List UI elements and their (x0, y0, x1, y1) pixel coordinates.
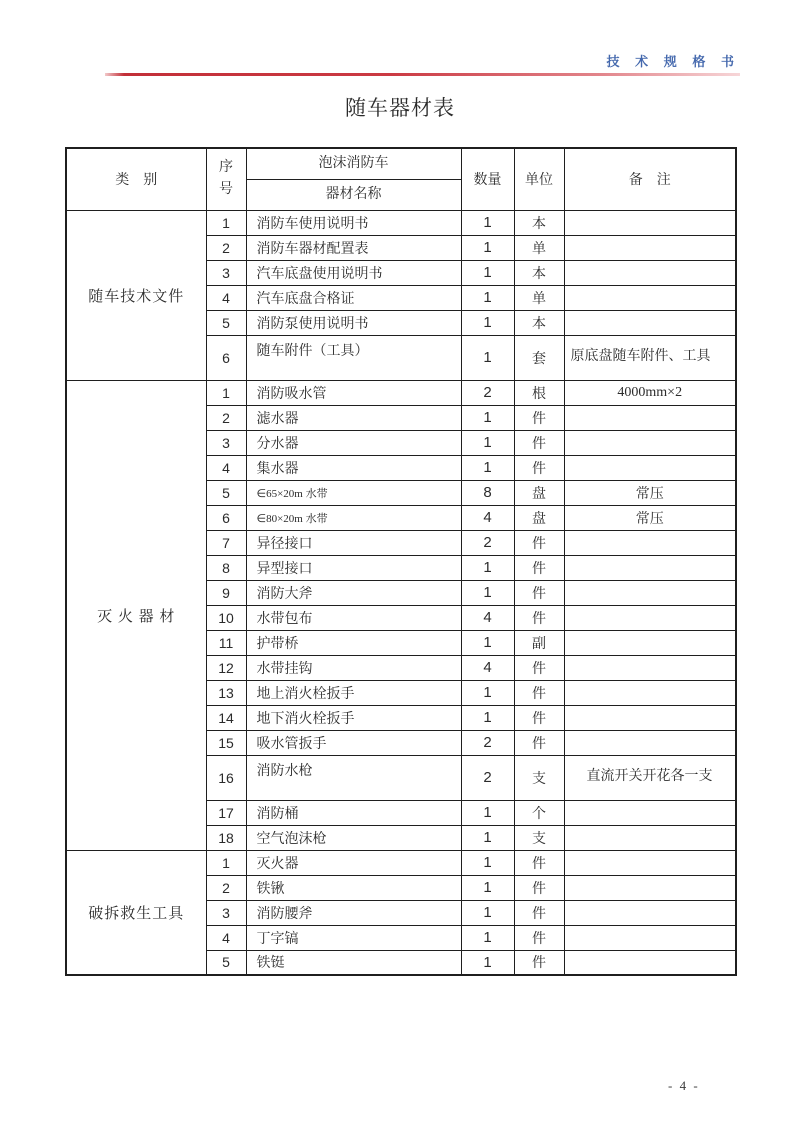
quantity-cell: 2 (461, 730, 514, 755)
unit-cell: 副 (514, 630, 564, 655)
quantity-cell: 1 (461, 925, 514, 950)
unit-cell: 件 (514, 455, 564, 480)
quantity-cell: 1 (461, 950, 514, 975)
quantity-cell: 1 (461, 455, 514, 480)
col-header-vehicle-type: 泡沫消防车 (247, 149, 461, 180)
remark-cell: 常压 (564, 505, 736, 530)
unit-cell: 本 (514, 310, 564, 335)
quantity-cell: 1 (461, 210, 514, 235)
col-header-category: 类 别 (66, 148, 206, 210)
serial-cell: 3 (206, 260, 246, 285)
quantity-cell: 1 (461, 260, 514, 285)
equipment-name-cell: 消防车器材配置表 (246, 235, 461, 260)
remark-cell (564, 260, 736, 285)
serial-cell: 10 (206, 605, 246, 630)
remark-cell (564, 730, 736, 755)
remark-cell (564, 655, 736, 680)
quantity-cell: 1 (461, 310, 514, 335)
quantity-cell: 1 (461, 900, 514, 925)
quantity-cell: 1 (461, 430, 514, 455)
quantity-cell: 4 (461, 605, 514, 630)
serial-cell: 2 (206, 405, 246, 430)
page-title: 随车器材表 (345, 96, 455, 120)
serial-cell: 16 (206, 755, 246, 800)
remark-cell (564, 430, 736, 455)
unit-cell: 根 (514, 380, 564, 405)
serial-cell: 3 (206, 430, 246, 455)
remark-cell: 直流开关开花各一支 (564, 755, 736, 800)
equipment-name-cell: 吸水管扳手 (246, 730, 461, 755)
col-header-serial (206, 148, 246, 210)
unit-cell: 支 (514, 825, 564, 850)
category-cell: 破拆救生工具 (66, 850, 206, 975)
remark-cell: 常压 (564, 480, 736, 505)
header-rule-line (105, 73, 740, 76)
remark-cell (564, 925, 736, 950)
unit-cell: 盘 (514, 480, 564, 505)
equipment-name-cell: 消防车使用说明书 (246, 210, 461, 235)
equipment-name-cell: 分水器 (246, 430, 461, 455)
unit-cell: 个 (514, 800, 564, 825)
quantity-cell: 2 (461, 530, 514, 555)
col-header-quantity: 数量 (461, 148, 514, 210)
quantity-cell: 1 (461, 630, 514, 655)
serial-cell: 11 (206, 630, 246, 655)
equipment-name-cell: 空气泡沫枪 (246, 825, 461, 850)
table-row (66, 210, 736, 235)
unit-cell: 件 (514, 950, 564, 975)
serial-cell: 4 (206, 285, 246, 310)
serial-cell: 1 (206, 380, 246, 405)
unit-cell: 盘 (514, 505, 564, 530)
quantity-cell: 1 (461, 825, 514, 850)
equipment-name-cell: 异径接口 (246, 530, 461, 555)
category-cell: 灭 火 器 材 (66, 380, 206, 850)
equipment-name-cell: 水带挂钩 (246, 655, 461, 680)
serial-cell: 6 (206, 505, 246, 530)
remark-cell (564, 285, 736, 310)
remark-cell (564, 875, 736, 900)
equipment-name-cell: 消防腰斧 (246, 900, 461, 925)
serial-cell: 14 (206, 705, 246, 730)
page-number: - 4 - (668, 1078, 700, 1093)
category-cell: 随车技术文件 (66, 210, 206, 380)
equipment-table (65, 147, 737, 976)
serial-cell: 7 (206, 530, 246, 555)
serial-cell: 3 (206, 900, 246, 925)
table-header-row (66, 148, 736, 210)
remark-cell (564, 530, 736, 555)
serial-cell: 5 (206, 310, 246, 335)
remark-cell (564, 900, 736, 925)
equipment-name-cell: 铁铤 (246, 950, 461, 975)
equipment-name-cell: 铁锹 (246, 875, 461, 900)
serial-cell: 1 (206, 210, 246, 235)
equipment-name-cell: 消防水枪 (246, 755, 461, 800)
remark-cell (564, 455, 736, 480)
remark-cell (564, 405, 736, 430)
remark-cell (564, 235, 736, 260)
unit-cell: 本 (514, 210, 564, 235)
remark-cell (564, 800, 736, 825)
remark-cell: 4000mm×2 (564, 380, 736, 405)
remark-cell (564, 555, 736, 580)
equipment-name-cell: 水带包布 (246, 605, 461, 630)
remark-cell (564, 825, 736, 850)
quantity-cell: 8 (461, 480, 514, 505)
equipment-name-cell: 汽车底盘使用说明书 (246, 260, 461, 285)
unit-cell: 件 (514, 555, 564, 580)
unit-cell: 套 (514, 335, 564, 380)
serial-cell: 4 (206, 455, 246, 480)
quantity-cell: 1 (461, 285, 514, 310)
doc-header-label: 技 术 规 格 书 (606, 54, 740, 69)
quantity-cell: 2 (461, 755, 514, 800)
col-header-remarks: 备 注 (564, 148, 736, 210)
unit-cell: 单 (514, 235, 564, 260)
equipment-name-cell: 集水器 (246, 455, 461, 480)
serial-cell: 9 (206, 580, 246, 605)
quantity-cell: 1 (461, 405, 514, 430)
serial-cell: 17 (206, 800, 246, 825)
serial-cell: 2 (206, 875, 246, 900)
quantity-cell: 1 (461, 850, 514, 875)
serial-cell: 8 (206, 555, 246, 580)
quantity-cell: 4 (461, 655, 514, 680)
quantity-cell: 1 (461, 555, 514, 580)
remark-cell (564, 310, 736, 335)
table-row (66, 850, 736, 875)
equipment-name-cell: 消防大斧 (246, 580, 461, 605)
quantity-cell: 1 (461, 580, 514, 605)
quantity-cell: 1 (461, 705, 514, 730)
remark-cell (564, 850, 736, 875)
remark-cell (564, 605, 736, 630)
equipment-name-cell: 滤水器 (246, 405, 461, 430)
equipment-name-cell: 消防吸水管 (246, 380, 461, 405)
col-header-unit: 单位 (514, 148, 564, 210)
col-header-name (246, 148, 461, 210)
quantity-cell: 4 (461, 505, 514, 530)
unit-cell: 件 (514, 605, 564, 630)
equipment-name-cell: 丁字镐 (246, 925, 461, 950)
unit-cell: 本 (514, 260, 564, 285)
col-header-serial-label: 序号 (219, 159, 233, 198)
serial-cell: 13 (206, 680, 246, 705)
equipment-name-cell: 汽车底盘合格证 (246, 285, 461, 310)
equipment-name-cell: 地下消火栓扳手 (246, 705, 461, 730)
equipment-name-cell: 灭火器 (246, 850, 461, 875)
equipment-name-cell: 地上消火栓扳手 (246, 680, 461, 705)
remark-cell (564, 580, 736, 605)
remark-cell (564, 630, 736, 655)
serial-cell: 1 (206, 850, 246, 875)
unit-cell: 件 (514, 900, 564, 925)
quantity-cell: 1 (461, 335, 514, 380)
unit-cell: 件 (514, 680, 564, 705)
serial-cell: 18 (206, 825, 246, 850)
equipment-name-cell: 随车附件（工具） (246, 335, 461, 380)
quantity-cell: 1 (461, 235, 514, 260)
equipment-name-cell: 消防桶 (246, 800, 461, 825)
unit-cell: 件 (514, 730, 564, 755)
equipment-name-cell: 异型接口 (246, 555, 461, 580)
unit-cell: 单 (514, 285, 564, 310)
serial-cell: 4 (206, 925, 246, 950)
unit-cell: 件 (514, 580, 564, 605)
serial-cell: 6 (206, 335, 246, 380)
serial-cell: 12 (206, 655, 246, 680)
equipment-name-cell: 护带桥 (246, 630, 461, 655)
unit-cell: 件 (514, 925, 564, 950)
equipment-name-cell: 消防泵使用说明书 (246, 310, 461, 335)
remark-cell (564, 705, 736, 730)
unit-cell: 件 (514, 530, 564, 555)
unit-cell: 件 (514, 405, 564, 430)
unit-cell: 件 (514, 705, 564, 730)
remark-cell (564, 680, 736, 705)
quantity-cell: 1 (461, 875, 514, 900)
unit-cell: 件 (514, 875, 564, 900)
remark-cell (564, 950, 736, 975)
serial-cell: 2 (206, 235, 246, 260)
quantity-cell: 2 (461, 380, 514, 405)
quantity-cell: 1 (461, 680, 514, 705)
serial-cell: 15 (206, 730, 246, 755)
unit-cell: 件 (514, 430, 564, 455)
equipment-name-cell: ∈65×20m 水带 (246, 480, 461, 505)
remark-cell: 原底盘随车附件、工具 (564, 335, 736, 380)
serial-cell: 5 (206, 950, 246, 975)
col-header-equipment-name: 器材名称 (325, 187, 382, 203)
equipment-name-cell: ∈80×20m 水带 (246, 505, 461, 530)
quantity-cell: 1 (461, 800, 514, 825)
serial-cell: 5 (206, 480, 246, 505)
unit-cell: 支 (514, 755, 564, 800)
unit-cell: 件 (514, 850, 564, 875)
table-row (66, 380, 736, 405)
unit-cell: 件 (514, 655, 564, 680)
remark-cell (564, 210, 736, 235)
